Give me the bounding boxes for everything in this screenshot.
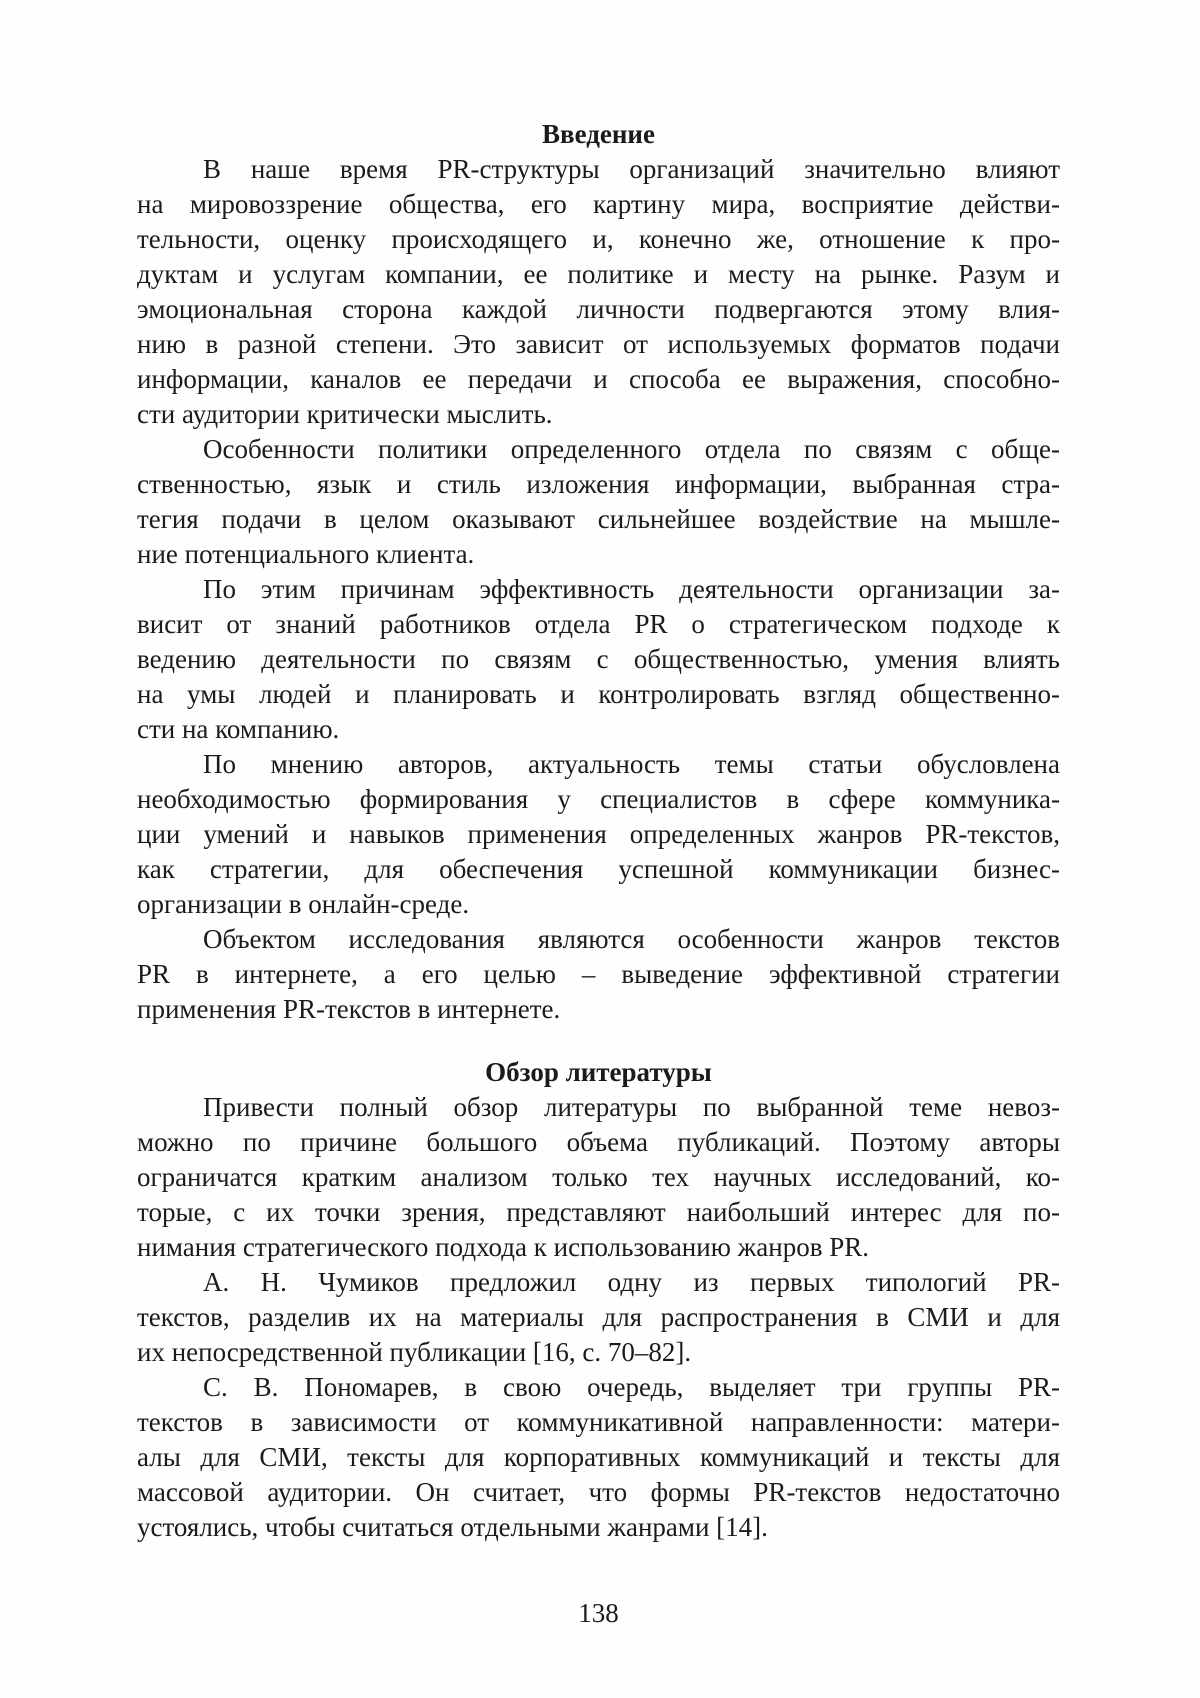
text-line: на умы людей и планировать и контролировать взгляд общественно- — [137, 679, 1060, 709]
text-line: организации в онлайн-среде. — [137, 889, 470, 919]
text-line: информации, каналов ее передачи и способа ее выражения, способно- — [137, 364, 1060, 394]
text-line: ограничатся кратким анализом только тех научных исследований, ко- — [137, 1162, 1060, 1192]
text-line: нимания стратегического подхода к использованию жанров PR. — [137, 1232, 869, 1262]
text-line: применения PR-текстов в интернете. — [137, 994, 561, 1024]
text-line: необходимостью формирования у специалистов в сфере коммуника- — [137, 784, 1060, 814]
text-line: тельности, оценку происходящего и, конечно же, отношение к про- — [137, 224, 1060, 254]
text-line: По мнению авторов, актуальность темы статьи обусловлена — [203, 749, 1060, 779]
text-line: тегия подачи в целом оказывают сильнейшее воздействие на мышле- — [137, 504, 1060, 534]
text-line: PR в интернете, а его целью – выведение эффективной стратегии — [137, 959, 1060, 989]
text-line: их непосредственной публикации [16, с. 70–82]. — [137, 1337, 692, 1367]
text-line: С. В. Пономарев, в свою очередь, выделяет три группы PR- — [203, 1372, 1060, 1402]
text-line: можно по причине большого объема публикаций. Поэтому авторы — [137, 1127, 1060, 1157]
text-line: устоялись, чтобы считаться отдельными жанрами [14]. — [137, 1512, 768, 1542]
paragraph — [137, 432, 1060, 572]
text-line: Привести полный обзор литературы по выбранной теме невоз- — [203, 1092, 1060, 1122]
text-line: А. Н. Чумиков предложил одну из первых типологий PR- — [203, 1267, 1060, 1297]
text-block — [137, 117, 1060, 1545]
text-line: ции умений и навыков применения определенных жанров PR-текстов, — [137, 819, 1060, 849]
paragraph — [137, 1265, 1060, 1370]
text-line: на мировоззрение общества, его картину мира, восприятие действи- — [137, 189, 1060, 219]
text-line: ние потенциального клиента. — [137, 539, 475, 569]
text-line: эмоциональная сторона каждой личности подвергаются этому влия- — [137, 294, 1060, 324]
paragraph — [137, 922, 1060, 1027]
text-line: сти аудитории критически мыслить. — [137, 399, 553, 429]
section-heading: Обзор литературы — [485, 1057, 712, 1087]
text-line: нию в разной степени. Это зависит от используемых форматов подачи — [137, 329, 1060, 359]
paragraph — [137, 572, 1060, 747]
section-heading: Введение — [542, 119, 655, 149]
text-line: как стратегии, для обеспечения успешной коммуникации бизнес- — [137, 854, 1060, 884]
paragraph — [137, 1090, 1060, 1265]
text-line: массовой аудитории. Он считает, что формы PR-текстов недостаточно — [137, 1477, 1060, 1507]
text-line: По этим причинам эффективность деятельности организации за- — [203, 574, 1060, 604]
text-line: торые, с их точки зрения, представляют наибольший интерес для по- — [137, 1197, 1060, 1227]
page-number: 138 — [578, 1598, 619, 1628]
paragraph — [137, 1370, 1060, 1545]
text-line: дуктам и услугам компании, ее политике и месту на рынке. Разум и — [137, 259, 1060, 289]
text-line: Объектом исследования являются особенности жанров текстов — [203, 924, 1060, 954]
text-line: алы для СМИ, тексты для корпоративных коммуникаций и тексты для — [137, 1442, 1060, 1472]
text-line: Особенности политики определенного отдела по связям с обще- — [203, 434, 1060, 464]
text-line: ственностью, язык и стиль изложения информации, выбранная стра- — [137, 469, 1060, 499]
paragraph — [137, 747, 1060, 922]
text-line: сти на компанию. — [137, 714, 340, 744]
text-line: В наше время PR-структуры организаций значительно влияют — [203, 154, 1060, 184]
paragraph — [137, 152, 1060, 432]
text-line: висит от знаний работников отдела PR о стратегическом подходе к — [137, 609, 1060, 639]
text-line: ведению деятельности по связям с общественностью, умения влиять — [137, 644, 1060, 674]
text-line: текстов в зависимости от коммуникативной направленности: матери- — [137, 1407, 1060, 1437]
text-line: текстов, разделив их на материалы для распространения в СМИ и для — [137, 1302, 1060, 1332]
